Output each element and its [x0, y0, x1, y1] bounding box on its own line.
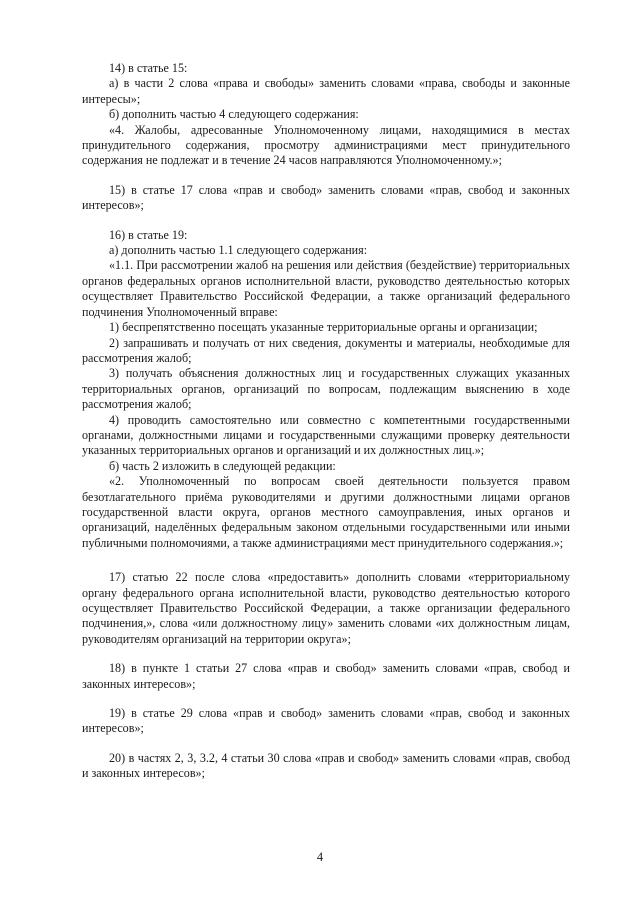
- paragraph-14a: а) в части 2 слова «права и свободы» заменить словами «права, свободы и законные интересы»;: [82, 76, 570, 106]
- paragraph-16a: а) дополнить частью 1.1 следующего содержания:: [109, 243, 368, 258]
- paragraph-16: 16) в статье 19:: [109, 227, 188, 242]
- page-number: 4: [316, 850, 324, 864]
- paragraph-16b-text: «2. Уполномоченный по вопросам своей деятельности пользуется правом безотлагательного приёма руководителями и другими должностными лицами органов государственной власти округа, органов местного самоуправления, иных органов и организаций, наделённых федеральным законом отдельными государственными или иными публичными полномочиями, а также администрациями мест принудительного содержания.»;: [82, 474, 570, 550]
- document-body: [82, 61, 570, 782]
- paragraph-16a-item-3: 3) получать объяснения должностных лиц и государственных служащих указанных территориальных органов, организаций по вопросам, подлежащим выяснению в ходе рассмотрения жалоб;: [82, 366, 570, 412]
- paragraph-18: 18) в пункте 1 статьи 27 слова «прав и свобод» заменить словами «прав, свобод и законных интересов»;: [82, 661, 570, 691]
- paragraph-19: 19) в статье 29 слова «прав и свобод» заменить словами «прав, свобод и законных интересов»;: [82, 706, 570, 736]
- paragraph-16a-item-1: 1) беспрепятственно посещать указанные территориальные органы и организации;: [109, 320, 538, 335]
- paragraph-14: 14) в статье 15:: [109, 61, 188, 75]
- paragraph-16a-item-2: 2) запрашивать и получать от них сведения, документы и материалы, необходимые для рассмотрения жалоб;: [82, 335, 570, 365]
- paragraph-16b: б) часть 2 изложить в следующей редакции:: [109, 458, 336, 473]
- paragraph-16a-text: «1.1. При рассмотрении жалоб на решения или действия (бездействие) территориальных органов федеральных органов исполнительной власти, руководство деятельностью которых осуществляет Правительство Российской Федерации, а также организаций федерального подчинения Уполномоченный вправе:: [82, 258, 570, 319]
- paragraph-14b-text: «4. Жалобы, адресованные Уполномоченному лицами, находящимися в местах принудительного содержания, просмотру администрациями мест принудительного содержания не подлежат и в течение 24 часов направляются Уполномоченному.»;: [82, 122, 570, 168]
- paragraph-15: 15) в статье 17 слова «прав и свобод» заменить словами «прав, свобод и законных интересов»;: [82, 182, 570, 213]
- paragraph-20: 20) в частях 2, 3, 3.2, 4 статьи 30 слова «прав и свобод» заменить словами «прав, свобод и законных интересов»;: [82, 750, 570, 781]
- paragraph-14b: б) дополнить частью 4 следующего содержания:: [109, 107, 359, 122]
- paragraph-16a-item-4: 4) проводить самостоятельно или совместно с компетентными государственными органами, должностными лицами и государственными служащими проверку деятельности указанных территориальных органов и организаций и их должностных лиц.»;: [82, 412, 570, 458]
- paragraph-17: 17) статью 22 после слова «предоставить» дополнить словами «территориальному органу федерального органа исполнительной власти, руководство деятельностью которого осуществляет Правительство Российской Федерации, а также организации федерального подчинения,», слова «или должностному лицу» заменить словами «их должностным лицам, руководителям организаций на территории округа»;: [82, 570, 570, 646]
